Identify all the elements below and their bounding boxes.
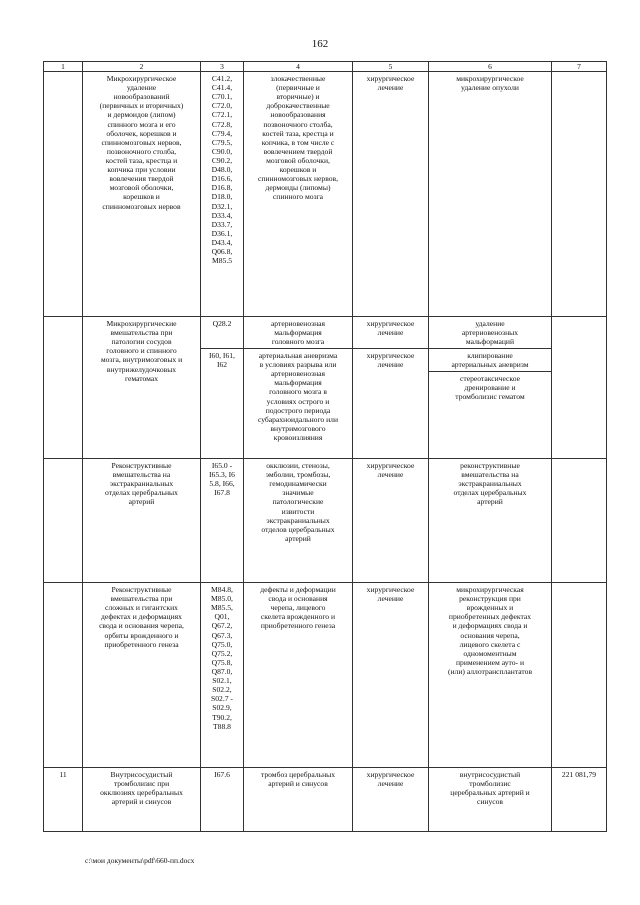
- patient-model: артериальная аневризма в условиях разрыва или артериовенозная мальформация головного мозга в условиях острого и подострого периода субарахноидального или внутримозгового кровоизлияния: [244, 348, 352, 442]
- care-table: [43, 61, 607, 832]
- header-cell: 7: [552, 62, 607, 72]
- treatment-method: микрохирургическое удаление опухоли: [429, 72, 552, 317]
- intervention-name: Микрохирургическое удаление новообразований (первичных и вторичных) и дермоидов (липом) спинного мозга и его оболочек, корешков и спинномозговых нервов, позвоночного столба, костей таза, крестца и копчика при условии вовлечения твердой мозговой оболочки, корешков и спинномозговых нервов: [83, 72, 201, 317]
- header-row: [44, 62, 607, 72]
- treatment-type-cell: [353, 317, 429, 459]
- icd-codes: I67.6: [201, 768, 244, 832]
- treatment-type: хирургическое лечение: [353, 583, 429, 768]
- row-number: [44, 583, 83, 768]
- icd-codes: I65.0 - I65.3, I6 5.8, I66, I67.8: [201, 459, 244, 583]
- cost: [552, 72, 607, 317]
- header-cell: 3: [201, 62, 244, 72]
- treatment-type: хирургическое лечение: [353, 72, 429, 317]
- header-cell: 6: [429, 62, 552, 72]
- header-cell: 1: [44, 62, 83, 72]
- row-number: 11: [44, 768, 83, 832]
- file-path-footer: c:\мои документы\pdf\660-пп.docx: [85, 856, 195, 865]
- icd-codes-cell: [201, 317, 244, 459]
- treatment-type: хирургическое лечение: [353, 459, 429, 583]
- patient-model-cell: [244, 317, 353, 459]
- patient-model: окклюзии, стенозы, эмболии, тромбозы, гемодинамически значимые патологические извитости экстракраниальных отделов церебральных артерий: [244, 459, 353, 583]
- header-cell: 5: [353, 62, 429, 72]
- page-number: 162: [311, 38, 329, 50]
- icd-codes: C41.2, C41.4, C70.1, C72.0, C72.1, C72.8, C79.4, C79.5, C90.0, C90.2, D48.0, D16.6, D16.8, D18.0, D32.1, D33.4, D33.7, D36.1, D43.4, Q06.8, M85.5: [201, 72, 244, 317]
- icd-codes: I60, I61, I62: [201, 348, 243, 369]
- treatment-type: хирургическое лечение: [353, 348, 428, 369]
- row-number: [44, 459, 83, 583]
- intervention-name: Реконструктивные вмешательства на экстракраниальных отделах церебральных артерий: [83, 459, 201, 583]
- header-cell: 4: [244, 62, 353, 72]
- patient-model: артериовенозная мальформация головного мозга: [270, 319, 326, 347]
- treatment-type: хирургическое лечение: [366, 319, 415, 338]
- table-row: [44, 317, 607, 459]
- treatment-method: удаление артериовенозных мальформаций: [461, 319, 519, 347]
- table-row: [44, 459, 607, 583]
- treatment-method: клипирование артериальных аневризм: [429, 348, 551, 369]
- cost: [552, 459, 607, 583]
- treatment-method: стереотаксическое дренирование и тромболизис гематом: [429, 371, 551, 401]
- cost: 221 081,79: [552, 768, 607, 832]
- table-row: [44, 768, 607, 832]
- treatment-method-cell: [429, 317, 552, 459]
- treatment-method: внутрисосудистый тромболизис церебральных артерий и синусов: [429, 768, 552, 832]
- table-row: [44, 72, 607, 317]
- patient-model: дефекты и деформации свода и основания черепа, лицевого скелета врожденного и приобретенного генеза: [244, 583, 353, 768]
- patient-model: злокачественные (первичные и вторичные) и доброкачественные новообразования позвоночного столба, костей таза, крестца и копчика, в том числе с вовлечением твердой мозговой оболочки, корешков и спинномозговых нервов, дермоиды (липомы) спинного мозга: [244, 72, 353, 317]
- intervention-name: Внутрисосудистый тромболизис при окклюзиях церебральных артерий и синусов: [83, 768, 201, 832]
- treatment-method: микрохирургическая реконструкция при врожденных и приобретенных дефектах и деформациях свода и основания черепа, лицевого скелета с одномоментным применением ауто- и (или) аллотрансплантатов: [429, 583, 552, 768]
- treatment-method: реконструктивные вмешательства на экстракраниальных отделах церебральных артерий: [429, 459, 552, 583]
- intervention-name: Микрохирургические вмешательства при патологии сосудов головного и спинного мозга, внутримозговых и внутрижелудочковых гематомах: [83, 317, 201, 459]
- intervention-name: Реконструктивные вмешательства при сложных и гигантских дефектах и деформациях свода и основания черепа, орбиты врожденного и приобретенного генеза: [83, 583, 201, 768]
- row-number: [44, 317, 83, 459]
- header-cell: 2: [83, 62, 201, 72]
- treatment-type: хирургическое лечение: [353, 768, 429, 832]
- icd-codes: Q28.2: [212, 319, 232, 328]
- icd-codes: M84.8, M85.0, M85.5, Q01, Q67.2, Q67.3, Q75.0, Q75.2, Q75.8, Q87.0, S02.1, S02.2, S02.7 - S02.9, T90.2, T88.8: [201, 583, 244, 768]
- row-number: [44, 72, 83, 317]
- cost: [552, 583, 607, 768]
- table-row: [44, 583, 607, 768]
- patient-model: тромбоз церебральных артерий и синусов: [244, 768, 353, 832]
- cost: [552, 317, 607, 459]
